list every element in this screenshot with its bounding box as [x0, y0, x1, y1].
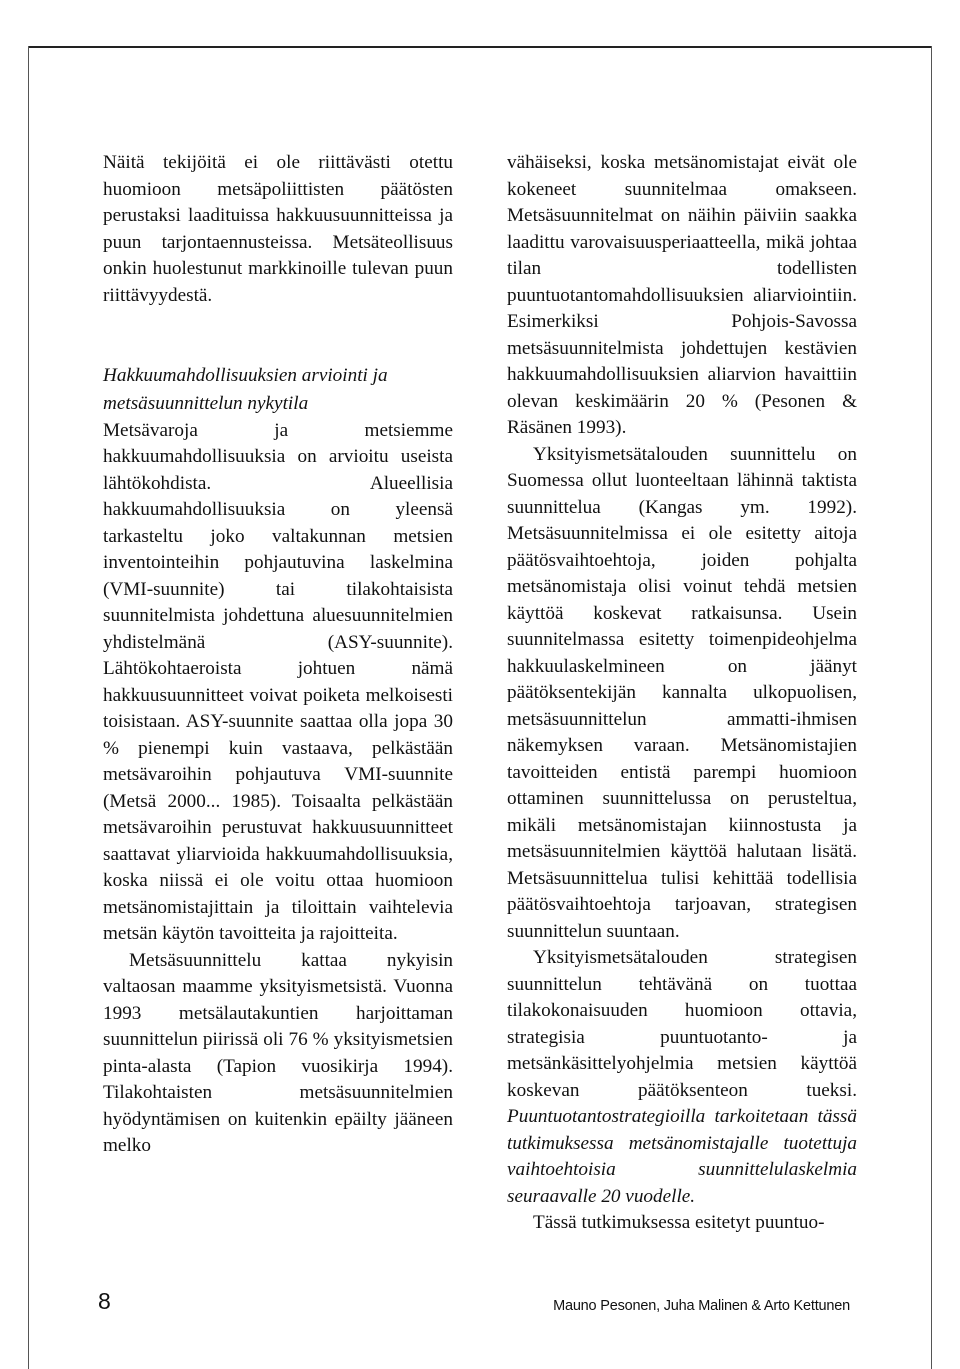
section-heading: Hakkuumahdollisuuksien arviointi ja metsäsuunnittelun nykytila: [103, 364, 388, 414]
left-text-column: [103, 150, 453, 1160]
continuation-paragraph: vähäiseksi, koska metsänomistajat eivät ole kokeneet suunnitelmaa omakseen. Metsäsuunnitelmat on näihin päiviin saakka laadittu varovaisuusperiaatteella, mikä johtaa tilan todellisten puuntuotantomahdollisuuksien aliarviointiin. Esimerkiksi Pohjois-Savossa metsäsuunnitelmista johdettujen kestävien hakkuumahdollisuuksien aliarvion havaittiin olevan keskimäärin 20 % (Pesonen & Räsänen 1993).: [507, 152, 857, 438]
running-footer-authors: Mauno Pesonen, Juha Malinen & Arto Kettunen: [553, 1298, 850, 1314]
assessment-paragraph: Metsävaroja ja metsiemme hakkuumahdollisuuksia on arvioitu useista lähtökohdista. Alueellisia hakkuumahdollisuuksia on yleensä tarkasteltu joko valtakunnan metsien inventointeihin pohjautuvina laskelmina (VMI-suunnite) tai tilakohtaisista suunnitelmista johdettuna aluesuunnitelmien yhdistelmänä (ASY-suunnite). Lähtökohtaeroista johtuen nämä hakkuusuunnitteet voivat poiketa melkoisesti toisistaan. ASY-suunnite saattaa olla jopa 30 % pienempi kuin vastaava, pelkästään metsävaroihin pohjautuva VMI-suunnite (Metsä 2000... 1985). Toisaalta pelkästään metsävaroihin perustuvat hakkuusuunnitteet saattavat yliarvioida hakkuumahdollisuuksia, koska niissä ei ole voitu ottaa huomioon metsänomistajittain ja tiloittain vaihtelevia metsän käytön tavoitteita ja rajoitteita.: [103, 419, 453, 944]
page-frame-right-border: [931, 46, 932, 1369]
strategic-planning-paragraph: [507, 945, 857, 1210]
study-paragraph-start: Tässä tutkimuksessa esitetyt puuntuo-: [533, 1212, 825, 1233]
right-text-column: [507, 150, 857, 1237]
page-number: 8: [98, 1288, 111, 1314]
strategy-definition-italic: Puuntuotantostrategioilla tarkoitetaan tässä tutkimuksessa metsänomistajalle tuotettuja vaihtoehtoisia suunnittelulaskelmia seuraavalle 20 vuodelle.: [507, 1106, 857, 1207]
page-frame-left-border: [28, 46, 29, 1369]
page-frame-top-border: [28, 46, 932, 48]
intro-paragraph: Näitä tekijöitä ei ole riittävästi otettu huomioon metsäpoliittisten päätösten perustaksi laadituissa hakkuusuunnitteissa ja puun tarjontaennusteissa. Metsäteollisuus onkin huolestunut markkinoille tulevan puun riittävyydestä.: [103, 152, 453, 306]
strategic-planning-text: Yksityismetsätalouden strategisen suunnittelun tehtävänä on tuottaa tilakokonaisuuden huomioon ottavia, strategisia puuntuotanto- ja metsänkäsittelyohjelmia metsien käyttöä koskevan päätöksenteon tueksi.: [507, 947, 857, 1101]
tactical-planning-paragraph: Yksityismetsätalouden suunnittelu on Suomessa ollut luonteeltaan lähinnä taktista suunnittelua (Kangas ym. 1992). Metsäsuunnitelmissa ei ole esitetty aitoja päätösvaihtoehtoja, joiden pohjalta metsänomistaja olisi voinut tehdä metsien käyttöä koskevat ratkaisunsa. Usein suunnitelmassa esitetty toimenpideohjelma hakkuulaskelmineen on jäänyt päätöksentekijän kannalta ulkopuolisen, metsäsuunnittelun ammatti-ihmisen näkemyksen varaan. Metsänomistajien tavoitteiden entistä parempi huomioon ottaminen suunnittelussa on perusteltua, mikäli metsänomistajan kiinnostusta ja metsäsuunnitelmien käyttöä halutaan lisätä. Metsäsuunnittelua tulisi kehittää todellisia päätösvaihtoehtoja tarjoavan, strategisen suunnittelun suuntaan.: [507, 443, 857, 942]
planning-coverage-paragraph: Metsäsuunnittelu kattaa nykyisin valtaosan maamme yksityismetsistä. Vuonna 1993 metsälautakuntien harjoittaman suunnittelun piirissä oli 76 % yksityismetsien pinta-alasta (Tapion vuosikirja 1994). Tilakohtaisten metsäsuunnitelmien hyödyntämisen on kuitenkin epäilty jääneen melko: [103, 949, 453, 1156]
